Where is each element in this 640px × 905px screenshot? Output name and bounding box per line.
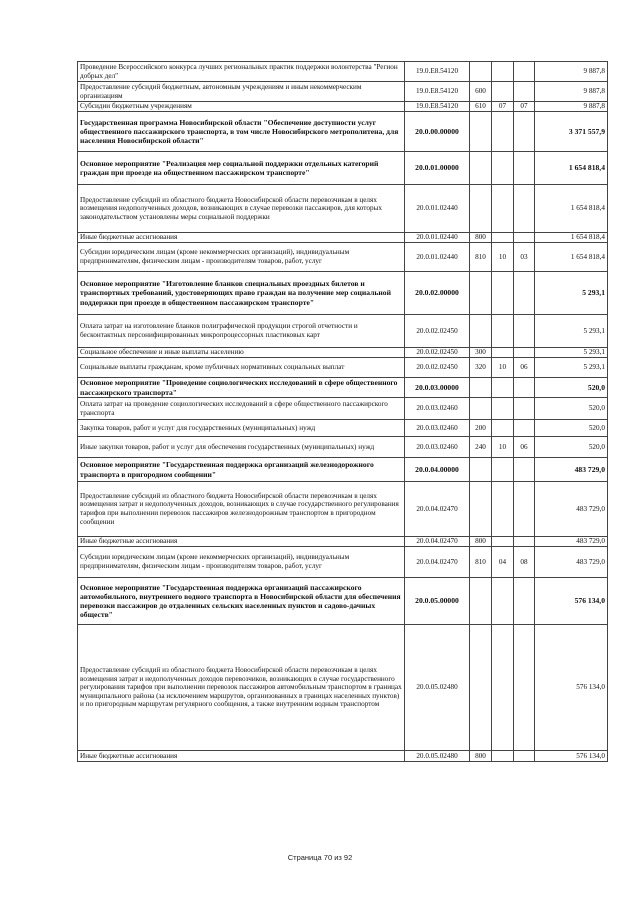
section-cell: 10: [492, 243, 514, 272]
row-name-cell: Предоставление субсидий из областного бюджета Новосибирской области перевозчикам в целях возмещения затрат и недополученных доходов перевозчиков, возникающих в случае государственного регулирования тарифов при выполнении перевозок пассажиров автомобильным транспортом в границах муниципального района (за исключением маршрутов, организованных в границах населенных пунктов) и по пригородным маршрутам регулярного сообщения, а также внутренним водным транспортом: [78, 625, 405, 751]
section-cell: [492, 82, 514, 102]
target-code-cell: 20.0.05.00000: [405, 578, 470, 625]
target-code-cell: 20.0.05.02480: [405, 625, 470, 751]
section-cell: [492, 482, 514, 537]
expense-type-cell: 800: [470, 751, 492, 762]
table-row: [78, 243, 608, 272]
expense-type-cell: 200: [470, 420, 492, 437]
amount-cell: 1 654 818,4: [535, 152, 608, 185]
expense-type-cell: [470, 458, 492, 482]
row-name-cell: Основное мероприятие "Проведение социологических исследований в сфере общественного пассажирского транспорта": [78, 378, 405, 398]
row-name-cell: Иные бюджетные ассигнования: [78, 537, 405, 547]
target-code-cell: 19.0.E8.54120: [405, 102, 470, 112]
budget-table-body: [78, 62, 608, 762]
expense-type-cell: 300: [470, 348, 492, 358]
amount-cell: 5 293,1: [535, 315, 608, 348]
row-name-cell: Иные бюджетные ассигнования: [78, 751, 405, 762]
subsection-cell: [514, 378, 535, 398]
section-cell: [492, 233, 514, 243]
amount-cell: 5 293,1: [535, 358, 608, 378]
target-code-cell: 20.0.04.00000: [405, 458, 470, 482]
subsection-cell: 08: [514, 547, 535, 578]
section-cell: [492, 537, 514, 547]
row-name-cell: Иные бюджетные ассигнования: [78, 233, 405, 243]
expense-type-cell: 600: [470, 82, 492, 102]
section-cell: [492, 112, 514, 152]
table-row: [78, 358, 608, 378]
section-cell: 07: [492, 102, 514, 112]
table-row-program: [78, 578, 608, 625]
target-code-cell: 20.0.04.02470: [405, 537, 470, 547]
target-code-cell: 20.0.03.02460: [405, 420, 470, 437]
section-cell: 10: [492, 437, 514, 458]
expense-type-cell: 810: [470, 243, 492, 272]
budget-table: [77, 61, 608, 762]
target-code-cell: 20.0.03.02460: [405, 437, 470, 458]
table-row: [78, 185, 608, 233]
table-row-program: [78, 458, 608, 482]
expense-type-cell: 800: [470, 233, 492, 243]
table-row: [78, 625, 608, 751]
target-code-cell: 20.0.01.02440: [405, 233, 470, 243]
amount-cell: 1 654 818,4: [535, 243, 608, 272]
subsection-cell: [514, 398, 535, 420]
row-name-cell: Основное мероприятие "Изготовление бланков специальных проездных билетов и транспортных требований, удостоверяющих право граждан на получение мер социальной поддержки при проезде в общественном пассажирском транспорте": [78, 272, 405, 315]
expense-type-cell: [470, 272, 492, 315]
amount-cell: 576 134,0: [535, 751, 608, 762]
section-cell: 04: [492, 547, 514, 578]
section-cell: [492, 62, 514, 82]
section-cell: [492, 458, 514, 482]
expense-type-cell: [470, 62, 492, 82]
table-row: [78, 751, 608, 762]
expense-type-cell: [470, 112, 492, 152]
row-name-cell: Предоставление субсидий бюджетным, автономным учреждениям и иным некоммерческим организациям: [78, 82, 405, 102]
amount-cell: 1 654 818,4: [535, 233, 608, 243]
table-row-program: [78, 378, 608, 398]
subsection-cell: [514, 482, 535, 537]
amount-cell: 483 729,0: [535, 458, 608, 482]
amount-cell: 483 729,0: [535, 537, 608, 547]
amount-cell: 1 654 818,4: [535, 185, 608, 233]
row-name-cell: Основное мероприятие "Государственная поддержка организаций железнодорожного транспорта в пригородном сообщении": [78, 458, 405, 482]
row-name-cell: Основное мероприятие "Государственная поддержка организаций пассажирского автомобильного, внутреннего водного транспорта в Новосибирской области для обеспечения перевозки пассажиров до отдаленных сельских населенных пунктов и садово-дачных обществ": [78, 578, 405, 625]
amount-cell: 520,0: [535, 437, 608, 458]
row-name-cell: Иные закупки товаров, работ и услуг для обеспечения государственных (муниципальных) нужд: [78, 437, 405, 458]
row-name-cell: Государственная программа Новосибирской области "Обеспечение доступности услуг общественного пассажирского транспорта, в том числе Новосибирского метрополитена, для населения Новосибирской области": [78, 112, 405, 152]
row-name-cell: Оплата затрат на проведение социологических исследований в сфере общественного пассажирского транспорта: [78, 398, 405, 420]
expense-type-cell: [470, 578, 492, 625]
expense-type-cell: [470, 315, 492, 348]
row-name-cell: Субсидии юридическим лицам (кроме некоммерческих организаций), индивидуальным предпринимателям, физическим лицам - производителям товаров, работ, услуг: [78, 547, 405, 578]
target-code-cell: 20.0.02.00000: [405, 272, 470, 315]
section-cell: [492, 420, 514, 437]
table-row-program: [78, 152, 608, 185]
section-cell: [492, 152, 514, 185]
subsection-cell: [514, 112, 535, 152]
amount-cell: 483 729,0: [535, 547, 608, 578]
target-code-cell: 20.0.03.02460: [405, 398, 470, 420]
section-cell: [492, 398, 514, 420]
expense-type-cell: [470, 625, 492, 751]
expense-type-cell: [470, 398, 492, 420]
table-row: [78, 537, 608, 547]
subsection-cell: [514, 458, 535, 482]
table-row: [78, 315, 608, 348]
expense-type-cell: [470, 482, 492, 537]
subsection-cell: 03: [514, 243, 535, 272]
subsection-cell: [514, 82, 535, 102]
target-code-cell: 20.0.03.00000: [405, 378, 470, 398]
subsection-cell: [514, 348, 535, 358]
row-name-cell: Социальное обеспечение и иные выплаты населению: [78, 348, 405, 358]
row-name-cell: Проведение Всероссийского конкурса лучших региональных практик поддержки волонтерства "Регион добрых дел": [78, 62, 405, 82]
amount-cell: 5 293,1: [535, 348, 608, 358]
subsection-cell: [514, 420, 535, 437]
table-row-program: [78, 272, 608, 315]
target-code-cell: 20.0.01.02440: [405, 243, 470, 272]
target-code-cell: 20.0.02.02450: [405, 358, 470, 378]
row-name-cell: Субсидии бюджетным учреждениям: [78, 102, 405, 112]
expense-type-cell: 240: [470, 437, 492, 458]
amount-cell: 9 887,8: [535, 62, 608, 82]
table-row: [78, 547, 608, 578]
subsection-cell: [514, 233, 535, 243]
amount-cell: 9 887,8: [535, 82, 608, 102]
row-name-cell: Предоставление субсидий из областного бюджета Новосибирской области перевозчикам в целях возмещения затрат и недополученных доходов, возникающих в случае государственного регулирования тарифов при выполнении перевозок пассажиров железнодорожным транспортом в пригородном сообщении: [78, 482, 405, 537]
page-number: Страница 70 из 92: [287, 853, 353, 862]
expense-type-cell: [470, 378, 492, 398]
subsection-cell: [514, 185, 535, 233]
section-cell: [492, 625, 514, 751]
table-row: [78, 398, 608, 420]
target-code-cell: 20.0.04.02470: [405, 547, 470, 578]
subsection-cell: 06: [514, 437, 535, 458]
row-name-cell: Предоставление субсидий из областного бюджета Новосибирской области перевозчикам в целях возмещения недополученных доходов, возникающих в случае перевозки пассажиров, для которых законодательством установлены меры социальной поддержки: [78, 185, 405, 233]
amount-cell: 576 134,0: [535, 578, 608, 625]
row-name-cell: Закупка товаров, работ и услуг для государственных (муниципальных) нужд: [78, 420, 405, 437]
target-code-cell: 20.0.02.02450: [405, 348, 470, 358]
table-row-program: [78, 112, 608, 152]
subsection-cell: 07: [514, 102, 535, 112]
target-code-cell: 19.0.E8.54120: [405, 82, 470, 102]
expense-type-cell: 800: [470, 537, 492, 547]
table-row: [78, 62, 608, 82]
amount-cell: 5 293,1: [535, 272, 608, 315]
section-cell: [492, 751, 514, 762]
subsection-cell: [514, 272, 535, 315]
amount-cell: 9 887,8: [535, 102, 608, 112]
expense-type-cell: 610: [470, 102, 492, 112]
table-row: [78, 102, 608, 112]
subsection-cell: [514, 62, 535, 82]
subsection-cell: 06: [514, 358, 535, 378]
section-cell: [492, 272, 514, 315]
table-row: [78, 437, 608, 458]
expense-type-cell: 810: [470, 547, 492, 578]
table-row: [78, 233, 608, 243]
expense-type-cell: 320: [470, 358, 492, 378]
section-cell: [492, 378, 514, 398]
section-cell: [492, 185, 514, 233]
section-cell: [492, 315, 514, 348]
section-cell: [492, 348, 514, 358]
subsection-cell: [514, 537, 535, 547]
target-code-cell: 20.0.01.00000: [405, 152, 470, 185]
target-code-cell: 20.0.04.02470: [405, 482, 470, 537]
table-row: [78, 348, 608, 358]
target-code-cell: 20.0.02.02450: [405, 315, 470, 348]
row-name-cell: Оплата затрат на изготовление бланков полиграфической продукции строгой отчетности и бесконтактных персонифицированных микропроцессорных пластиковых карт: [78, 315, 405, 348]
subsection-cell: [514, 625, 535, 751]
target-code-cell: 20.0.00.00000: [405, 112, 470, 152]
subsection-cell: [514, 751, 535, 762]
amount-cell: 520,0: [535, 420, 608, 437]
table-row: [78, 82, 608, 102]
target-code-cell: 20.0.01.02440: [405, 185, 470, 233]
row-name-cell: Социальные выплаты гражданам, кроме публичных нормативных социальных выплат: [78, 358, 405, 378]
amount-cell: 520,0: [535, 378, 608, 398]
amount-cell: 3 371 557,9: [535, 112, 608, 152]
section-cell: [492, 578, 514, 625]
table-row: [78, 420, 608, 437]
target-code-cell: 19.0.E8.54120: [405, 62, 470, 82]
amount-cell: 483 729,0: [535, 482, 608, 537]
amount-cell: 520,0: [535, 398, 608, 420]
expense-type-cell: [470, 185, 492, 233]
subsection-cell: [514, 152, 535, 185]
subsection-cell: [514, 578, 535, 625]
target-code-cell: 20.0.05.02480: [405, 751, 470, 762]
table-row: [78, 482, 608, 537]
row-name-cell: Основное мероприятие "Реализация мер социальной поддержки отдельных категорий граждан при проезде на общественном пассажирском транспорте": [78, 152, 405, 185]
expense-type-cell: [470, 152, 492, 185]
row-name-cell: Субсидии юридическим лицам (кроме некоммерческих организаций), индивидуальным предпринимателям, физическим лицам - производителям товаров, работ, услуг: [78, 243, 405, 272]
amount-cell: 576 134,0: [535, 625, 608, 751]
section-cell: 10: [492, 358, 514, 378]
subsection-cell: [514, 315, 535, 348]
